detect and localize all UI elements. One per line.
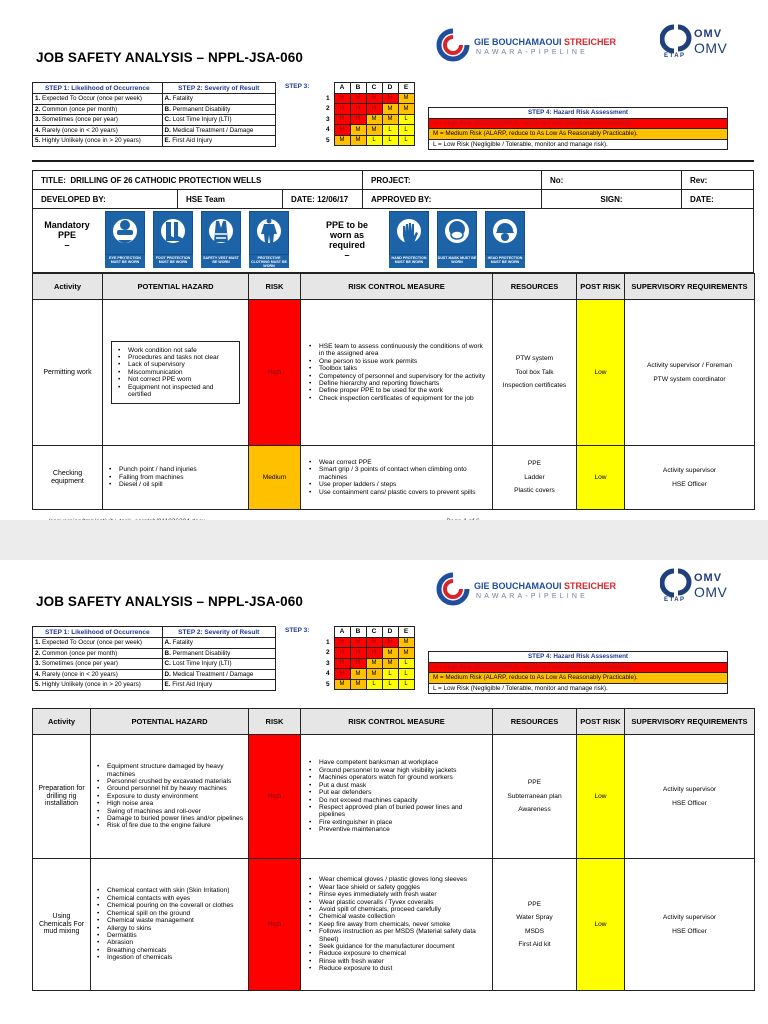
resources-cell (493, 300, 577, 446)
swirl-logo-icon (436, 28, 470, 62)
risk-cell: M (366, 114, 382, 125)
likelihood-row-2: 2 (325, 649, 330, 657)
risk-cell: H (334, 669, 350, 680)
risk-cell: H (366, 637, 382, 648)
control-item: • Avoid spill of chemicals, proceed carefully (307, 906, 486, 913)
control-item: • Reduce exposure to chemical (307, 950, 486, 957)
supervisor-item: Activity supervisor (662, 914, 717, 922)
column-header: RISK CONTROL MEASURE (301, 274, 493, 300)
column-header: POTENTIAL HAZARD (91, 709, 249, 735)
eye-protection-icon: EYE PROTECTION MUST BE WORN (105, 211, 145, 269)
steps-1-2-table: STEP 1: Likelihood of Occurrence STEP 2: Severity of Result 1. Expected To Occur (once per week) A. Fatality 2. Common (once per month) B. Permanent Disability 3. Sometimes (once per year) C. Lost Time Injury (LTI) 4. Rarely (once in < 20 years) D. Medical Treatment / Damage 5. Highly Unlikely (once in > 20 years) E. First Aid Injury (32, 626, 276, 691)
dust-mask-icon: DUST MASK MUST BE WORN (437, 211, 477, 269)
likelihood-row-5: 5 (325, 136, 330, 144)
risk-cell: H (366, 104, 382, 115)
control-item: • Use containment cans/ plastic covers to prevent spills (307, 489, 486, 496)
risk-cell: L (382, 669, 398, 680)
likelihood-row-4: 4 (325, 670, 330, 678)
step4-table: STEP 4: Hazard Risk Assessment H = High Risk (INTOLERABLE, significant and urgent actions required). M = Medium Risk (ALARP, reduce to As Low As Reasonably Practicable). L = Low Risk (Negligible / Tolerable, monitor and manage risk). (428, 107, 728, 150)
risk-grid (322, 82, 415, 146)
severity-col-E: E (398, 627, 414, 638)
severity-col-D: D (382, 627, 398, 638)
etap-omv-logo: ETAP OMV OMV (660, 568, 756, 608)
risk-cell: M (350, 125, 366, 136)
hazard-item: • Ground personnel hit by heavy machines (95, 785, 244, 792)
hazard-item: • Chemical pouring on the coverall or clothes (95, 902, 244, 909)
risk-cell: M (382, 114, 398, 125)
hazard-cell (103, 300, 249, 446)
page-separator (0, 520, 768, 560)
severity-col-A: A (334, 83, 350, 94)
supervisor-item: HSE Officer (672, 799, 707, 807)
control-item: • Smart grip / 3 points of contact when climbing onto machines (307, 466, 486, 481)
analysis-table-page-1 (32, 273, 755, 510)
hazard-item: • Equipment not inspected and certified (116, 384, 235, 399)
supervisory-cell (625, 735, 755, 859)
column-header: RESOURCES (493, 274, 577, 300)
supervisor-item: HSE Officer (672, 927, 707, 935)
control-item: • Rinse with fresh water (307, 958, 486, 965)
severity-col-B: B (350, 627, 366, 638)
post-risk-cell: Low (577, 300, 625, 446)
hazard-item: • Chemical spill on the ground (95, 910, 244, 917)
risk-cell: M (398, 93, 414, 104)
risk-cell: H (334, 637, 350, 648)
safety-vest-icon: SAFETY VEST MUST BE WORN (201, 211, 241, 269)
risk-cell: L (382, 135, 398, 146)
risk-level-cell: Medium (249, 446, 301, 510)
resource-item: Subterranean plan (507, 792, 562, 800)
risk-cell: M (334, 679, 350, 690)
column-header: Activity (33, 709, 91, 735)
likelihood-row-2: 2 (325, 105, 330, 113)
control-item: • Keep fire away from chemicals, never smoke (307, 921, 486, 928)
hazard-item: • High noise area (95, 800, 244, 807)
control-item: • Ground personnel to wear high visibility jackets (307, 767, 486, 774)
hazard-list (95, 887, 244, 961)
risk-cell: H (334, 648, 350, 659)
risk-cell: M (382, 658, 398, 669)
ppe-section (32, 208, 754, 273)
control-item: • Wear chemical gloves / plastic gloves long sleeves (307, 876, 486, 883)
post-risk-cell: Low (577, 735, 625, 859)
severity-col-A: A (334, 627, 350, 638)
etap-logo-icon (660, 568, 694, 598)
risk-level-cell: High (249, 859, 301, 991)
column-header: POST RISK (577, 274, 625, 300)
risk-cell: H (334, 114, 350, 125)
risk-matrix (32, 82, 768, 162)
project-info-table: TITLE: DRILLING OF 26 CATHODIC PROTECTION WELLS PROJECT: No: Rev: DEVELOPED BY: HSE Team DATE: 12/06/17 APPROVED BY: SIGN: DATE: (32, 170, 754, 209)
risk-cell: H (382, 637, 398, 648)
risk-cell: L (398, 658, 414, 669)
risk-cell: M (366, 658, 382, 669)
hazard-item: • Lack of supervisory (116, 361, 235, 368)
table-row (33, 859, 755, 991)
post-risk-cell: Low (577, 446, 625, 510)
hazard-item: • Risk of fire due to the engine failure (95, 822, 244, 829)
likelihood-row-5: 5 (325, 680, 330, 688)
severity-col-B: B (350, 83, 366, 94)
column-header: RISK CONTROL MEASURE (301, 709, 493, 735)
control-item: • Wear face shield or safety goggles (307, 884, 486, 891)
step3-label: STEP 3: (285, 627, 310, 634)
risk-cell: M (350, 679, 366, 690)
hazard-item: • Breathing chemicals (95, 947, 244, 954)
column-header: SUPERVISORY REQUIREMENTS (625, 274, 755, 300)
risk-cell: H (334, 93, 350, 104)
control-item: • Define hierarchy and reporting flowcharts (307, 380, 486, 387)
control-item: • Competency of personnel and supervisory for the activity (307, 373, 486, 380)
hazard-list (107, 466, 244, 488)
protective-clothing-icon: PROTECTIVE CLOTHING MUST BE WORN (249, 211, 289, 269)
etap-logo-icon (660, 24, 694, 54)
risk-cell: L (382, 125, 398, 136)
control-item: • One person to issue work permits (307, 358, 486, 365)
likelihood-row-3: 3 (325, 115, 330, 123)
likelihood-row-1: 1 (325, 638, 330, 646)
control-measure-cell (301, 446, 493, 510)
risk-grid (322, 626, 415, 690)
hazard-item: • Dermatitis (95, 932, 244, 939)
page-2 (0, 560, 768, 1024)
control-measure-cell (301, 859, 493, 991)
step3-label: STEP 3: (285, 83, 310, 90)
hazard-item: • Abrasion (95, 939, 244, 946)
head-protection-icon: HEAD PROTECTION MUST BE WORN (485, 211, 525, 269)
control-item: • Seek guidance for the manufacturer document (307, 943, 486, 950)
supervisory-cell (625, 859, 755, 991)
risk-cell: M (398, 637, 414, 648)
control-item: • Chemical waste collection (307, 913, 486, 920)
risk-level-cell: High (249, 300, 301, 446)
hazard-item: • Procedures and tasks not clear (116, 354, 235, 361)
risk-matrix (32, 626, 768, 706)
control-item: • Reduce exposure to dust (307, 965, 486, 972)
ppe-as-required-label: PPE to be worn as required – (325, 220, 368, 260)
severity-col-D: D (382, 83, 398, 94)
control-item: • Machines operators watch for ground workers (307, 774, 486, 781)
risk-cell: H (366, 648, 382, 659)
hazard-item: • Swing of machines and roll-over (95, 808, 244, 815)
risk-cell: L (382, 679, 398, 690)
risk-cell: L (366, 135, 382, 146)
hazard-item: • Chemical contact with skin (Skin Irritation) (95, 887, 244, 894)
risk-cell: L (398, 114, 414, 125)
risk-cell: L (398, 679, 414, 690)
hazard-item: • Chemical waste management (95, 917, 244, 924)
risk-cell: M (382, 648, 398, 659)
document-title: JOB SAFETY ANALYSIS – NPPL-JSA-060 (36, 594, 303, 609)
hand-protection-icon: HAND PROTECTION MUST BE WORN (389, 211, 429, 269)
control-measure-cell (301, 735, 493, 859)
risk-cell: M (366, 669, 382, 680)
activity-cell: Checking equipment (33, 446, 103, 510)
resources-cell (493, 446, 577, 510)
column-header: SUPERVISORY REQUIREMENTS (625, 709, 755, 735)
hazard-item: • Equipment structure damaged by heavy machines (95, 763, 244, 778)
risk-cell: H (350, 648, 366, 659)
risk-cell: M (366, 125, 382, 136)
column-header: RESOURCES (493, 709, 577, 735)
hazard-cell (91, 735, 249, 859)
risk-cell: L (366, 679, 382, 690)
risk-cell: M (398, 104, 414, 115)
gb-streicher-logo: GIE BOUCHAMAOUI STREICHER NAWARA-PIPELINE (436, 572, 626, 606)
post-risk-cell: Low (577, 859, 625, 991)
table-row (33, 735, 755, 859)
hazard-item: • Ingestion of chemicals (95, 954, 244, 961)
risk-cell: L (398, 669, 414, 680)
resource-item: PTW system (515, 355, 554, 363)
control-item: • Have competent banksman at workplace (307, 759, 486, 766)
control-item: • Put ear defenders (307, 789, 486, 796)
risk-cell: H (350, 658, 366, 669)
resource-item: PPE (527, 900, 542, 908)
hazard-item: • Allergy to skins (95, 925, 244, 932)
foot-protection-icon: FOOT PROTECTION MUST BE WORN (153, 211, 193, 269)
hazard-item: • Work condition not safe (116, 347, 235, 354)
resource-item: MSDS (524, 927, 545, 935)
control-item: • Wear plastic coveralls / Tyvex coveralls (307, 899, 486, 906)
divider (32, 160, 754, 162)
control-measure-cell (301, 300, 493, 446)
step4-table: STEP 4: Hazard Risk Assessment H = High Risk (INTOLERABLE, significant and urgent actions required). M = Medium Risk (ALARP, reduce to As Low As Reasonably Practicable). L = Low Risk (Negligible / Tolerable, monitor and manage risk). (428, 651, 728, 694)
hazard-list (116, 347, 235, 399)
steps-1-2-table: STEP 1: Likelihood of Occurrence STEP 2: Severity of Result 1. Expected To Occur (once per week) A. Fatality 2. Common (once per month) B. Permanent Disability 3. Sometimes (once per year) C. Lost Time Injury (LTI) 4. Rarely (once in < 20 years) D. Medical Treatment / Damage 5. Highly Unlikely (once in > 20 years) E. First Aid Injury (32, 82, 276, 147)
resources-cell (493, 735, 577, 859)
document-title: JOB SAFETY ANALYSIS – NPPL-JSA-060 (36, 50, 303, 65)
risk-cell: H (334, 104, 350, 115)
analysis-table-page-2 (32, 708, 755, 991)
gb-streicher-logo: GIE BOUCHAMAOUI STREICHER NAWARA-PIPELINE (436, 28, 626, 62)
resource-item: Ladder (524, 473, 545, 481)
hazard-item: • Punch point / hand injuries (107, 466, 244, 473)
hazard-item: • Falling from machines (107, 474, 244, 481)
risk-cell: H (334, 658, 350, 669)
likelihood-row-4: 4 (325, 126, 330, 134)
control-item: • Define proper PPE to be used for the work (307, 387, 486, 394)
control-item: • Follows instruction as per MSDS (Material safety data Sheet) (307, 928, 486, 943)
risk-cell: L (398, 125, 414, 136)
hazard-item: • Chemical contacts with eyes (95, 895, 244, 902)
hazard-item: • Damage to buried power lines and/or pipelines (95, 815, 244, 822)
control-item: • Use proper ladders / steps (307, 481, 486, 488)
control-item: • Wear correct PPE (307, 459, 486, 466)
hazard-item: • Diesel / oil spill (107, 481, 244, 488)
resource-item: Plastic covers (514, 487, 555, 495)
resource-item: Tool box Talk (515, 368, 554, 376)
supervisor-item: HSE Officer (672, 480, 707, 488)
control-item: • HSE team to assess continuously the conditions of work in the assigned area (307, 343, 486, 358)
hazard-item: • Exposure to dusty environment (95, 793, 244, 800)
risk-cell: H (350, 114, 366, 125)
risk-cell: M (350, 135, 366, 146)
resources-cell (493, 859, 577, 991)
likelihood-row-1: 1 (325, 94, 330, 102)
risk-cell: H (350, 104, 366, 115)
control-item: • Fire extinguisher in place (307, 819, 486, 826)
supervisor-item: Activity supervisor (662, 786, 717, 794)
risk-cell: H (382, 93, 398, 104)
resource-item: First Aid kit (518, 940, 551, 948)
risk-cell: M (398, 648, 414, 659)
risk-cell: H (334, 125, 350, 136)
hazard-item: • Not correct PPE worn (116, 376, 235, 383)
control-item: • Rinse eyes immediately with fresh water (307, 891, 486, 898)
supervisor-item: Activity supervisor / Foreman (646, 362, 732, 370)
hazard-cell (91, 859, 249, 991)
severity-col-E: E (398, 83, 414, 94)
likelihood-row-3: 3 (325, 659, 330, 667)
swirl-logo-icon (436, 572, 470, 606)
risk-level-cell: High (249, 735, 301, 859)
column-header: POTENTIAL HAZARD (103, 274, 249, 300)
control-item: • Check inspection certificates of equipment for the job (307, 395, 486, 402)
etap-omv-logo: ETAP OMV OMV (660, 24, 756, 64)
control-item: • Put a dust mask (307, 782, 486, 789)
severity-col-C: C (366, 83, 382, 94)
control-item: • Toolbox talks (307, 365, 486, 372)
resource-item: Inspection certificates (502, 382, 567, 390)
risk-cell: H (350, 93, 366, 104)
risk-cell: M (350, 669, 366, 680)
hazard-item: • Miscommunication (116, 369, 235, 376)
control-item: • Do not exceed machines capacity (307, 797, 486, 804)
supervisory-cell (625, 300, 755, 446)
column-header: RISK (249, 274, 301, 300)
column-header: POST RISK (577, 709, 625, 735)
activity-cell: Preparation for drilling rig installation (33, 735, 91, 859)
mandatory-ppe-label: Mandatory PPE – (44, 220, 90, 250)
resource-item: PPE (527, 779, 542, 787)
column-header: RISK (249, 709, 301, 735)
activity-cell: Permitting work (33, 300, 103, 446)
severity-col-C: C (366, 627, 382, 638)
table-row (33, 446, 755, 510)
control-item: • Respect approved plan of buried power lines and pipelines (307, 804, 486, 819)
hazard-list (95, 763, 244, 830)
risk-cell: H (350, 637, 366, 648)
supervisor-item: Activity supervisor (662, 467, 717, 475)
risk-cell: H (366, 93, 382, 104)
control-item: • Preventive maintenance (307, 826, 486, 833)
hazard-item: • Personnel crushed by excavated materials (95, 778, 244, 785)
hazard-cell (103, 446, 249, 510)
risk-cell: M (382, 104, 398, 115)
activity-cell: Using Chemicals For mud mixing (33, 859, 91, 991)
supervisor-item: PTW system coordinator (653, 375, 726, 383)
resource-item: PPE (527, 460, 542, 468)
table-row (33, 300, 755, 446)
risk-cell: L (398, 135, 414, 146)
supervisory-cell (625, 446, 755, 510)
risk-cell: M (334, 135, 350, 146)
resource-item: Awareness (518, 806, 551, 814)
column-header: Activity (33, 274, 103, 300)
resource-item: Water Spray (516, 914, 553, 922)
